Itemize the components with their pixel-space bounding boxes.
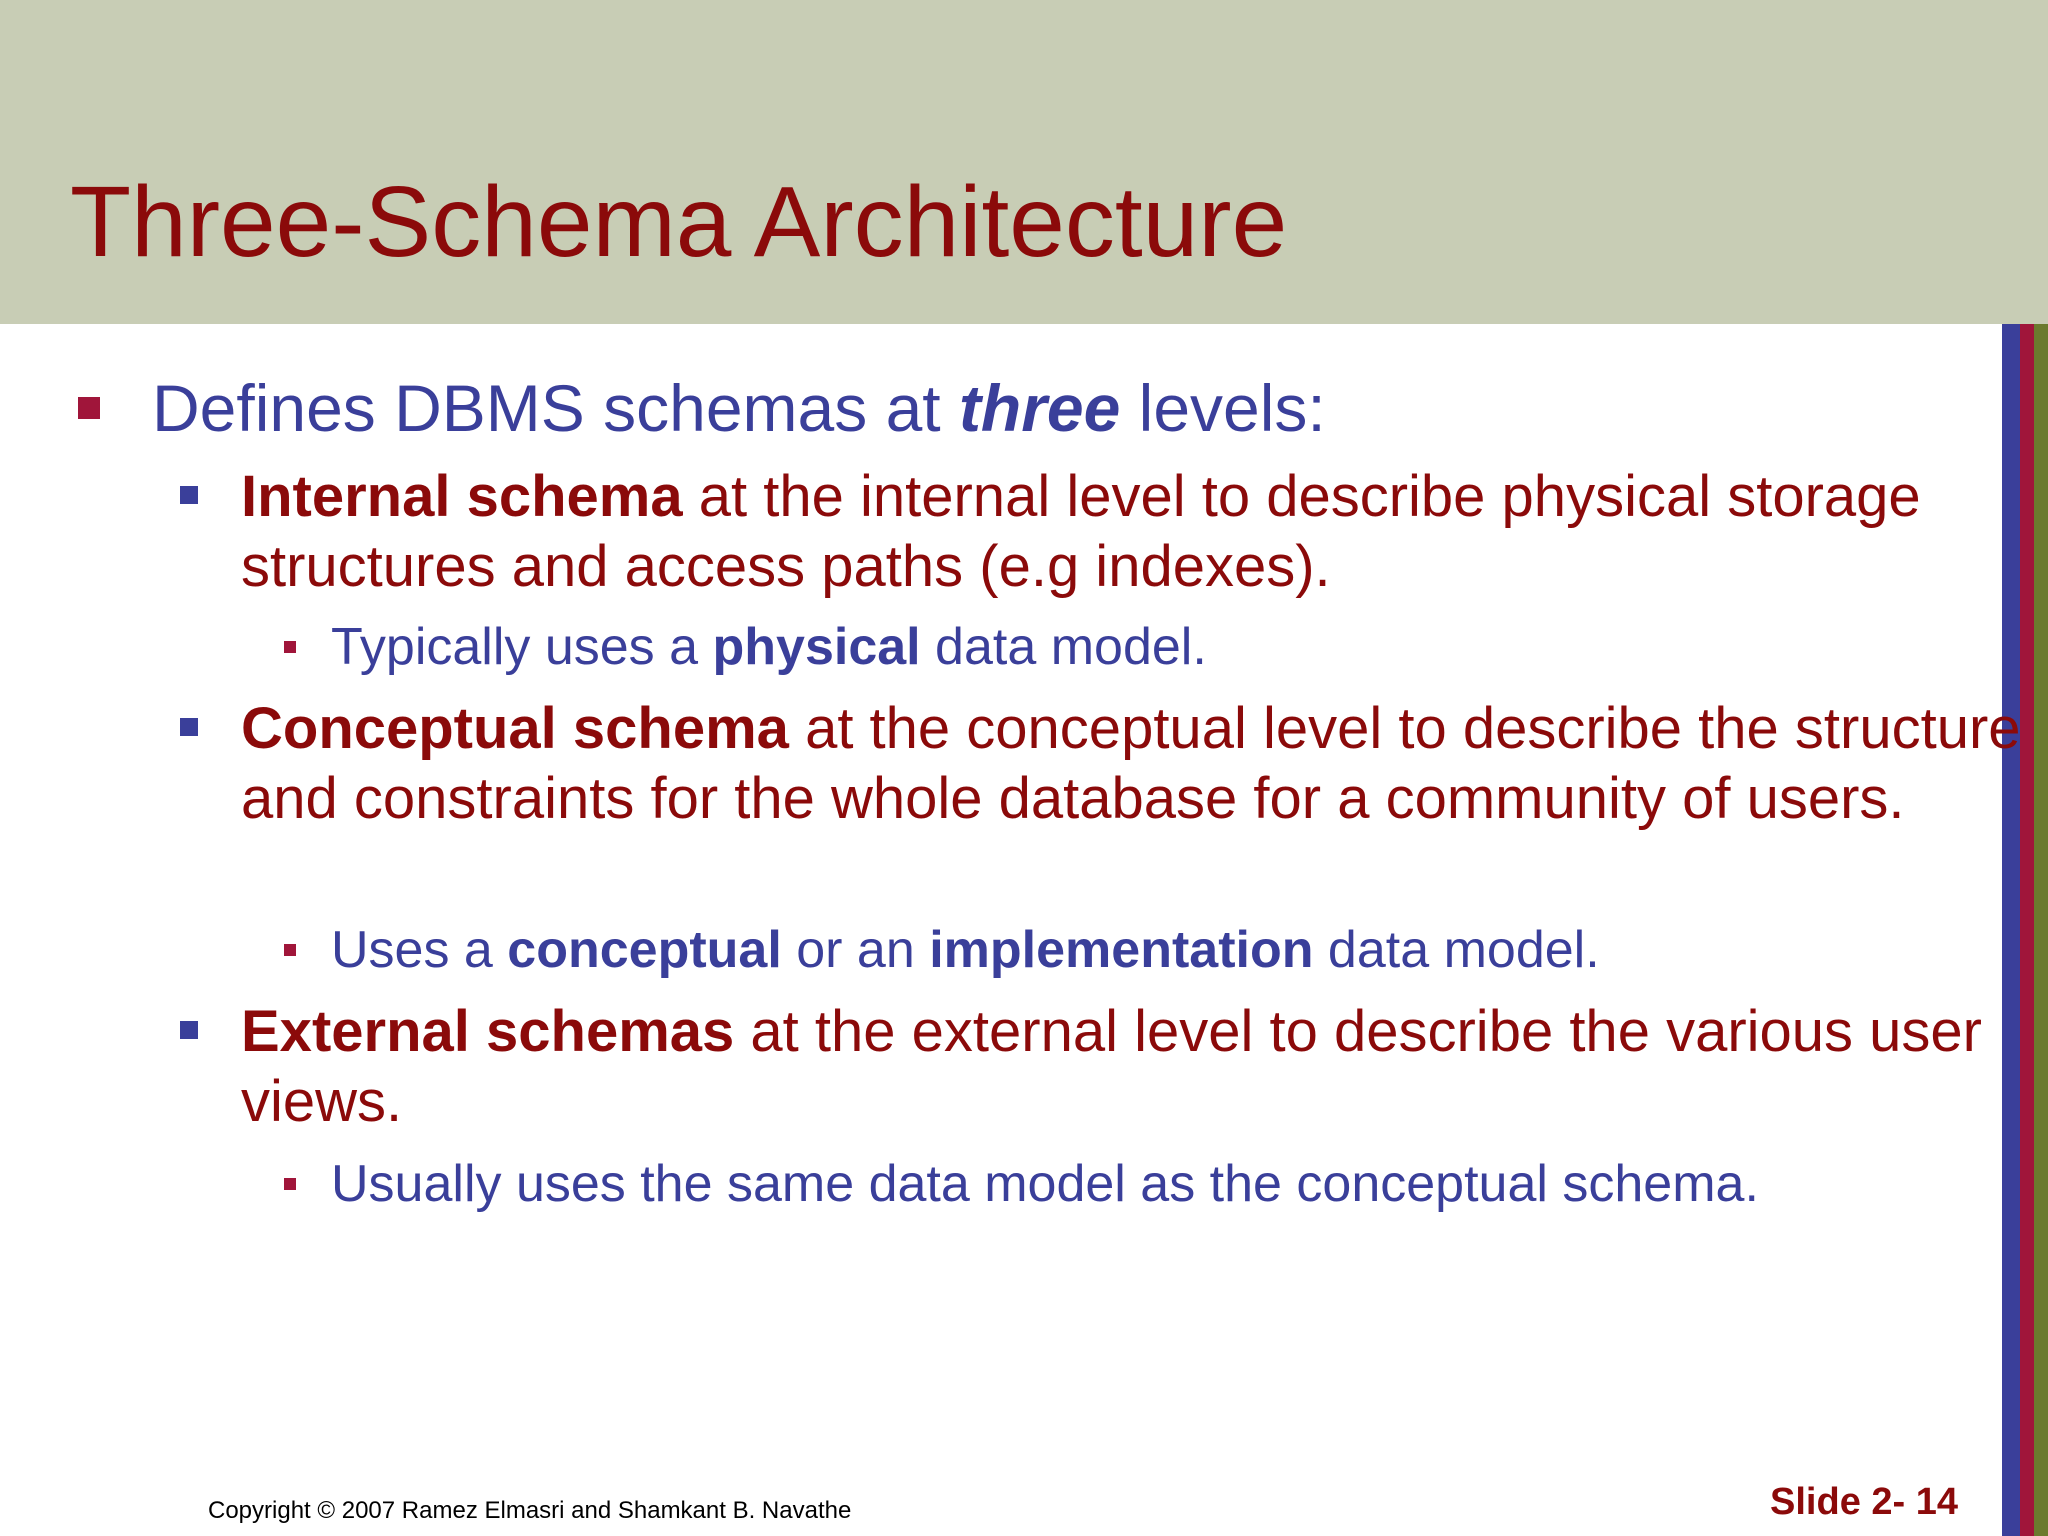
slide-number: Slide 2- 14 — [1770, 1481, 1958, 1523]
internal-schema-description: at the internal level to describe physical storage structures and access paths (e.g indexes). — [241, 464, 1921, 599]
bullet-main-text-after: levels: — [1120, 371, 1326, 445]
stripe-green — [2034, 324, 2048, 1536]
internal-sub-bold: physical — [712, 618, 921, 676]
internal-schema-term: Internal schema — [241, 464, 683, 529]
conceptual-sub-before: Uses a — [331, 921, 508, 979]
bullet-main-text-before: Defines DBMS schemas at — [152, 371, 959, 445]
external-schemas-term: External schemas — [241, 999, 735, 1064]
internal-sub-after: data model. — [920, 618, 1207, 676]
square-bullet-icon — [180, 1021, 198, 1039]
square-bullet-icon — [284, 944, 296, 956]
bullet-main-emphasis: three — [958, 371, 1121, 445]
sub-bullet-internal-text — [331, 616, 1207, 678]
conceptual-sub-bold2: implementation — [929, 921, 1314, 979]
square-bullet-icon — [180, 486, 198, 504]
square-bullet-icon — [180, 718, 198, 736]
bullet-internal-text — [241, 462, 2021, 602]
conceptual-sub-bold1: conceptual — [507, 921, 782, 979]
sub-bullet-conceptual-text — [331, 919, 1600, 981]
copyright-notice: Copyright © 2007 Ramez Elmasri and Shamkant B. Navathe — [208, 1497, 852, 1524]
internal-sub-before: Typically uses a — [331, 618, 713, 676]
square-bullet-icon — [284, 1178, 296, 1190]
conceptual-schema-term: Conceptual schema — [241, 696, 789, 761]
square-bullet-icon — [284, 641, 296, 653]
bullet-main-text — [152, 370, 1326, 446]
square-bullet-icon — [78, 397, 100, 419]
conceptual-schema-description: at the conceptual level to describe the structure and constraints for the whole database for a community of users. — [241, 696, 2021, 831]
bullet-conceptual-text — [241, 694, 2021, 834]
conceptual-sub-after: data model. — [1313, 921, 1600, 979]
external-schemas-description: at the external level to describe the various user views. — [241, 999, 1982, 1134]
slide-title: Three-Schema Architecture — [70, 166, 1288, 278]
bullet-external-text — [241, 997, 2021, 1137]
stripe-red — [2020, 324, 2034, 1536]
sub-bullet-external-text: Usually uses the same data model as the conceptual schema. — [331, 1155, 1759, 1213]
conceptual-sub-middle: or an — [781, 921, 930, 979]
